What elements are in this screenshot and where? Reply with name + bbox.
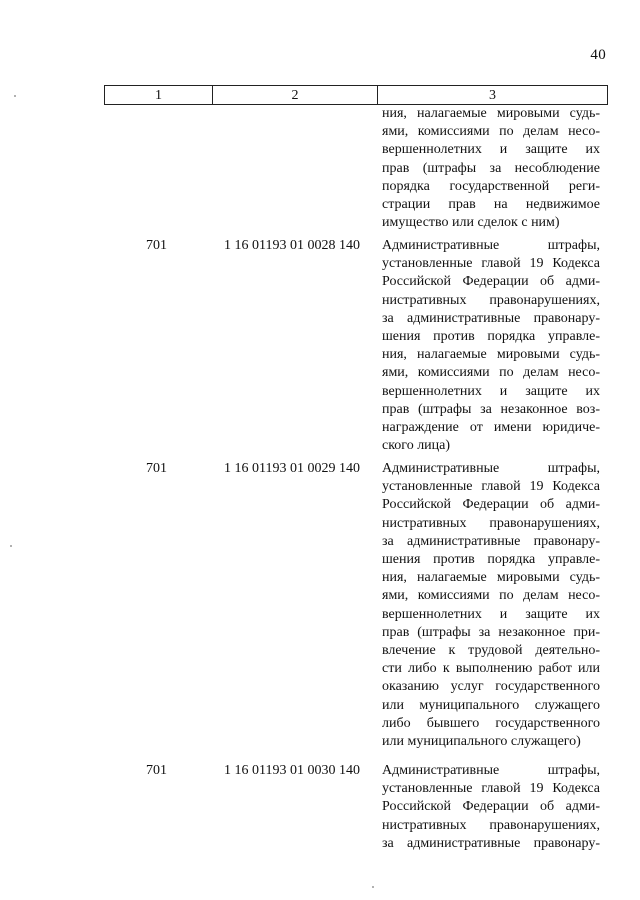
description-line: или муниципального служащего): [382, 734, 581, 750]
budget-classification-code: 1 16 01193 01 0029 140: [224, 461, 360, 476]
description-line: оказанию услуг государственного: [382, 679, 600, 695]
description-line: Российской Федерации об адми-: [382, 274, 600, 290]
description-line: ского лица): [382, 438, 451, 454]
description-line: нистративных правонарушениях,: [382, 817, 600, 833]
description-line: прав (штрафы за незаконное воз-: [382, 401, 600, 417]
scan-speck: [10, 545, 12, 547]
table-header: [104, 85, 608, 105]
page-number: 40: [590, 47, 606, 63]
row-description: [382, 762, 600, 853]
column-header-1: 1: [105, 86, 213, 105]
description-line: или муниципального служащего: [382, 697, 600, 713]
description-line: нистративных правонарушениях,: [382, 515, 600, 531]
description-line: за административные правонару-: [382, 533, 600, 549]
budget-classification-code: 1 16 01193 01 0030 140: [224, 763, 360, 778]
description-line: нистративных правонарушениях,: [382, 292, 600, 308]
description-line: вершеннолетних и защите их: [382, 383, 600, 399]
description-line: страции прав на недвижимое: [382, 197, 600, 213]
description-line: вершеннолетних и защите их: [382, 606, 600, 622]
description-line: вершеннолетних и защите их: [382, 142, 600, 158]
description-line: награждение от имени юридиче-: [382, 420, 600, 436]
admin-code: 701: [146, 763, 167, 778]
table-row-continuation: [0, 105, 640, 237]
table-row: [0, 460, 640, 762]
description-line: прав (штрафы за незаконное при-: [382, 624, 600, 640]
admin-code: 701: [146, 238, 167, 253]
description-line: порядка государственной реги-: [382, 178, 600, 194]
description-line: Административные штрафы,: [382, 238, 600, 253]
description-line: ями, комиссиями по делам несо-: [382, 365, 600, 381]
description-line: имущество или сделок с ним): [382, 215, 560, 231]
description-line: влечение к трудовой деятельно-: [382, 643, 600, 659]
description-line: Российской Федерации об адми-: [382, 799, 600, 815]
table-body: [0, 105, 640, 872]
description-line: Административные штрафы,: [382, 763, 600, 778]
scan-speck: [14, 95, 16, 97]
description-line: ния, налагаемые мировыми судь-: [382, 347, 600, 363]
column-header-3: 3: [378, 86, 608, 105]
scan-speck: [372, 886, 374, 888]
description-line: за административные правонару-: [382, 310, 600, 326]
table-row: [0, 237, 640, 460]
description-line: Административные штрафы,: [382, 461, 600, 476]
description-line: установленные главой 19 Кодекса: [382, 256, 600, 272]
admin-code: 701: [146, 461, 167, 476]
description-line: либо бывшего государственного: [382, 715, 600, 731]
description-line: ния, налагаемые мировыми судь-: [382, 570, 600, 586]
row-description: [382, 237, 600, 455]
column-header-2: 2: [213, 86, 378, 105]
description-line: за административные правонару-: [382, 835, 600, 851]
description-line: ния, налагаемые мировыми судь-: [382, 106, 600, 121]
description-line: установленные главой 19 Кодекса: [382, 781, 600, 797]
description-line: установленные главой 19 Кодекса: [382, 479, 600, 495]
table-row: [0, 762, 640, 872]
description-line: ями, комиссиями по делам несо-: [382, 588, 600, 604]
description-line: шения против порядка управле-: [382, 329, 600, 345]
description-line: шения против порядка управле-: [382, 552, 600, 568]
description-line: сти либо к выполнению работ или: [382, 661, 600, 677]
description-line: Российской Федерации об адми-: [382, 497, 600, 513]
row-description: [382, 460, 600, 751]
description-line: ями, комиссиями по делам несо-: [382, 124, 600, 140]
row-description: [382, 105, 600, 232]
budget-classification-code: 1 16 01193 01 0028 140: [224, 238, 360, 253]
description-line: прав (штрафы за несоблюдение: [382, 160, 600, 176]
